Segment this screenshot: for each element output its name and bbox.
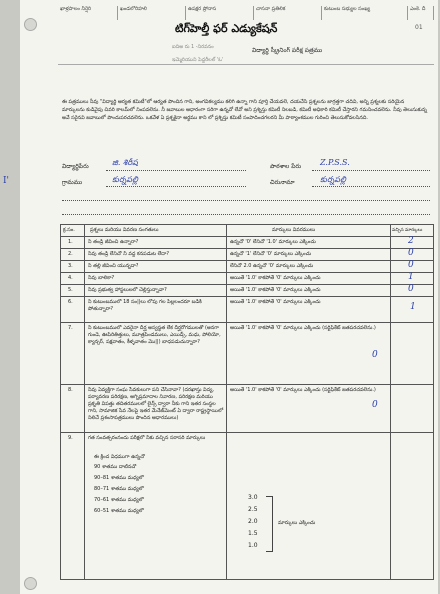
address-label: చిరునామా [270, 179, 295, 186]
header-divider [58, 64, 434, 65]
row-score: 0 [408, 260, 414, 270]
student-name-label: విద్యార్థిపేరు [62, 163, 89, 170]
table-row-divider [60, 236, 434, 237]
row-number: 5. [68, 287, 73, 293]
table-row-divider [60, 272, 434, 273]
row-question: నీవు ఏవ్యక్తిగా సంఘ సేవకులుగా పని చేసినావా? (దరఖాస్తు విద్య, పర్యావరణ పరిరక్షణ, అగ్నిప్రమాదాల నివారణ, పరిరక్షణ మరియు ప్రకృతి విపత్తు తదితరములలో లైన్స్ ద్వారా నీకు గాని ఇతర సంస్థల గాని, సామాజిక సేవ నేలపై ఇతర మేనేజ్‌మెంట్ ఏ ద్వారా రాష్ట్రస్థాయిలో నిలిచే ప్రశంసాపత్రములు పొందిన ఆధారములు) [88, 387, 224, 421]
grade-value: 2.0 [248, 518, 258, 525]
student-name-value: జి. శిరీష [112, 158, 138, 167]
row-marks: మార్కులు ఎక్కించు [278, 520, 316, 526]
header-cell: ఎంకె. దీ [408, 6, 434, 20]
questions-table [60, 224, 434, 580]
header-no: క్ర.సం. [63, 227, 75, 233]
table-col-divider [390, 224, 391, 580]
address-value: కుర్నపల్లి [320, 175, 346, 184]
blank-line [62, 200, 430, 201]
table-border [60, 579, 434, 580]
table-col-divider [84, 224, 85, 580]
row-question: గత సంవత్సరంనందు పరీక్షలో నీకు వచ్చిన సరాసరి మార్కులు [88, 435, 206, 441]
name-line [106, 170, 246, 171]
grade-intro: ఈ క్రింద విధముగా ఉన్నచో [94, 454, 145, 460]
row-number: 4. [68, 275, 73, 281]
table-row-divider [60, 284, 434, 285]
row-question: నీ కుటుంబములో 18 సం||లు లోపు గల పిల్లలందరూ బడికి పోతున్నారా? [88, 299, 202, 312]
header-marks-obtained: వచ్చిన మార్కులు [392, 228, 423, 233]
row-number: 6. [68, 299, 73, 305]
row-number: 1. [68, 239, 73, 245]
grade-range: 70–61 శాతము మధ్యలో [94, 497, 144, 503]
blank-line [62, 214, 430, 215]
row-marks: ఆయితే '1.0' కాకపోతే '0' మార్కులు ఎక్కించు [230, 287, 321, 293]
school-name-label: పాఠశాల పేరు [270, 163, 302, 170]
header-sub-left: ఐదిఅ రు 1 -నిరవనం [172, 44, 214, 50]
row-score: 0 [408, 284, 414, 294]
row-score: 1 [410, 302, 416, 312]
header-marks-detail: మార్కులు వివరములు [272, 227, 316, 233]
address-line [312, 186, 430, 187]
row-number: 7. [68, 325, 73, 331]
row-marks: లేనిచో 2.0 ఉన్నచో '0' మార్కులు ఎక్కించు [230, 263, 314, 269]
header-cell: ఖండలోరిహలి [118, 6, 186, 20]
form-title: టిగ్‌హెల్తీ ఫర్ ఎడ్యుకేషన్ [175, 22, 278, 35]
instructions-paragraph: ఈ పత్రములు నీవు "విద్యార్థి ఆర్యత కమిటీ"లో ఆర్యత పొందిన గాని, అంగవికల్యము కలిగి ఉన్నా గాని పూర్తి చేయవలె, దయచేసి ప్రశ్నలను జాగ్రత్తగా చదివి, అన్ని ప్రశ్నలకు సరియైన మార్కులను కుడివైపు చివరి కాలమ్‌లో నింపవలెను. నీ జవాబుల ఆధారంగా సరిగా ఉన్నవో లేవో అని ప్రశ్నిస్తు కమిటీ నిలబడి, కమిటీ అధికారి కమిటీ చేస్తారని గమనించవలెను. నీవు తెలుసుకున్న అవే సరైనవి జవాబులో పొందుపరచవలెను. ఒకవేళ ఏ ప్రశ్నకైనా అర్థము కాని లో ప్రశ్నిస్తు కమిటీ సంపాదించగలరని మీ పాఠ్యాంశముల గురించి తెలుసుకోవలసినది. [62, 99, 427, 121]
row-score: 0 [408, 248, 414, 258]
row-score: 0 [372, 400, 378, 410]
header-sub-left2: ఇమ్మెరియుని పెద్దరీలల్ 'ఓ' [172, 57, 224, 63]
row-number: 2. [68, 251, 73, 257]
row-marks: ఆయితే '1.0' కాకపోతే '0' మార్కులు ఎక్కించు (సర్టిఫికేట్ జతపరచవలెను.) [230, 387, 376, 393]
form-page [20, 0, 438, 594]
row-number: 9. [68, 435, 73, 441]
row-number: 3. [68, 263, 73, 269]
row-number: 8. [68, 387, 73, 393]
header-cell: ఉపక్షర ప్రోనాస [186, 6, 254, 20]
header-serial: 01 [415, 24, 423, 31]
table-border [60, 224, 434, 225]
header-cell: కుటుంబ సభ్యుల సంఖ్య [322, 6, 408, 20]
row-question: నీ కుటుంబములో ఎవరైనా దీర్ఘ అస్వస్థత లేక దీర్ఘరోగములతో (అనగా గుండె, ఊపిరితిత్తులు, మూత్రపిండములు, ఎయిడ్స్, మధు, పోలియో, క్యాన్సర్, పక్షవాతం, కీళ్ళవాతం మొ||) బాధపడుచున్నారా? [88, 325, 221, 345]
row-marks: ఉన్నచో '0' లేనిచో '1.0' మార్కులు ఎక్కించు [230, 239, 316, 245]
grade-value: 2.5 [248, 506, 258, 513]
header-cell: ఖాళ్రపాలం నీర్షెరి [58, 6, 118, 20]
row-question: నీ తల్లి జీవించి యున్నదా? [88, 263, 139, 269]
village-line [106, 186, 246, 187]
village-label: గ్రామము [62, 179, 83, 186]
row-question: నీవు తండ్రి లేనిచో నీ వద్ద కనపడుట లేదా? [88, 251, 169, 257]
row-marks: ఆయితే '1.0' కాకపోతే '0' మార్కులు ఎక్కించు [230, 299, 321, 305]
table-border [433, 224, 434, 580]
grade-range: 90 శాతము దాటినచో [94, 464, 137, 470]
grade-range: 60–51 శాతము మధ్యలో [94, 508, 144, 514]
grade-range: 90–81 శాతము మధ్యలో [94, 475, 144, 481]
table-col-divider [226, 224, 227, 580]
row-marks: ఆయితే '1.0' కాకపోతే '0' మార్కులు ఎక్కించు [230, 275, 321, 281]
row-score: 2 [408, 236, 414, 246]
school-line [312, 170, 430, 171]
row-marks: ఉన్నచో '1' లేనిచో '0' మార్కులు ఎక్కించు [230, 251, 312, 257]
row-question: నీవు ప్రభుత్వ హాస్టలులలో చెల్లిస్తున్నావా? [88, 287, 167, 293]
table-row-divider [60, 260, 434, 261]
row-question: నీవు బాలికా? [88, 275, 115, 281]
row-score: 1 [408, 272, 414, 282]
margin-pen-mark: I' [3, 176, 10, 186]
school-name-value: Z.P.S.S. [320, 158, 350, 167]
grade-value: 1.0 [248, 542, 258, 549]
table-border [60, 224, 61, 580]
grade-value: 1.5 [248, 530, 258, 537]
village-value: కుర్నపల్లి [112, 175, 138, 184]
table-row-divider [60, 432, 434, 433]
grade-range: 80–71 శాతము మధ్యలో [94, 486, 144, 492]
grade-bracket [266, 496, 273, 552]
header-strip [20, 0, 438, 82]
header-question: ప్రశ్నలు మరియు వివరణ సంగతులు [90, 227, 159, 233]
grade-value: 3.0 [248, 494, 258, 501]
form-subtitle: విద్యార్థి స్క్రీనింగ్ పరీక్ష పత్రము [252, 47, 323, 54]
row-score: 0 [372, 350, 378, 360]
table-row-divider [60, 384, 434, 385]
header-cell: చాసనా ప్రతిలిక [254, 6, 322, 20]
punch-hole-bottom [24, 577, 37, 590]
table-row-divider [60, 248, 434, 249]
row-marks: ఆయితే '1.0' కాకపోతే '0' మార్కులు ఎక్కించు (సర్టిఫికేట్ జతపరచవలెను.) [230, 325, 376, 331]
table-row-divider [60, 296, 434, 297]
row-question: నీ తండ్రి జీవించి ఉన్నారా? [88, 239, 139, 245]
table-row-divider [60, 322, 434, 323]
